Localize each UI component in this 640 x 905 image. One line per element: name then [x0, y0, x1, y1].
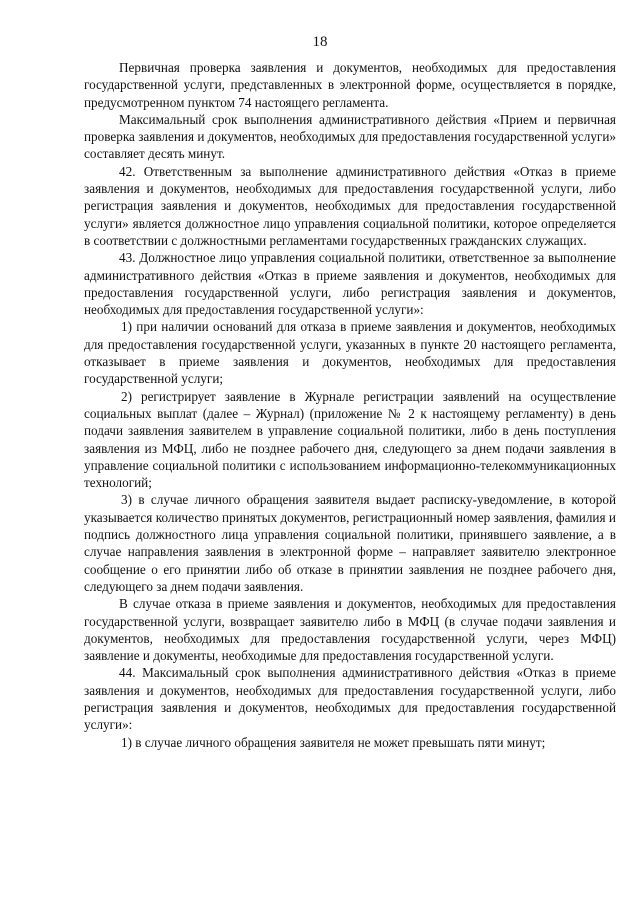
paragraph-initial-check: Первичная проверка заявления и документов, необходимых для предоставления государственной услуги, представленных в электронной форме, осуществляется в порядке, предусмотренном пунктом 74 настоящего регламента. [84, 60, 616, 110]
paragraph-43-item-3: 3) в случае личного обращения заявителя выдает расписку-уведомление, в которой указывается количество принятых документов, регистрационный номер заявления, фамилия и подпись должностного лица управления социальной политики, принявшего заявление, а в случае направления заявления в электронной форме – направляет заявителю электронное сообщение о его принятии либо об отказе в принятии заявления не позднее рабочего дня, следующего за днем подачи заявления. [84, 492, 616, 594]
paragraph-refusal-case: В случае отказа в приеме заявления и документов, необходимых для предоставления государственной услуги, возвращает заявителю либо в МФЦ (в случае подачи заявления и документов, необходимых для предоставления государственной услуги, через МФЦ) заявление и документы, необходимые для предоставления государственной услуги. [84, 596, 616, 664]
page-number: 18 [312, 34, 328, 50]
paragraph-43-item-2: 2) регистрирует заявление в Журнале регистрации заявлений на осуществление социальных выплат (далее – Журнал) (приложение № 2 к настоящему регламенту) в день подачи заявления заявителем в управление социальной политики, либо в день поступления заявления из МФЦ, либо не позднее рабочего дня, следующего за днем подачи заявления в управление социальной политики с использованием информационно-телекоммуникационных технологий; [84, 388, 616, 491]
paragraph-44-item-1: 1) в случае личного обращения заявителя не может превышать пяти минут; [121, 734, 546, 750]
document-body [84, 59, 616, 751]
paragraph-44-max-duration: 44. Максимальный срок выполнения административного действия «Отказ в приеме заявления и документов, необходимых для предоставления государственной услуги, либо регистрация заявления и документов, необходимых для предоставления государственной услуги»: [84, 665, 616, 733]
paragraph-43-official-duties: 43. Должностное лицо управления социальной политики, ответственное за выполнение административного действия «Отказ в приеме заявления и документов, необходимых для предоставления государственной услуги, либо регистрация заявления и документов, необходимых для предоставления государственной услуги»: [84, 250, 616, 318]
paragraph-42-responsible-person: 42. Ответственным за выполнение административного действия «Отказ в приеме заявления и документов, необходимых для предоставления государственной услуги, либо регистрация заявления и документов, необходимых для предоставления государственной услуги» является должностное лицо управления социальной политики, которое определяется в соответствии с должностными регламентами государственных гражданских служащих. [84, 163, 616, 248]
paragraph-43-item-1: 1) при наличии оснований для отказа в приеме заявления и документов, необходимых для предоставления государственной услуги, указанных в пункте 20 настоящего регламента, отказывает в приеме заявления и документов, необходимых для предоставления государственной услуги; [84, 319, 616, 387]
paragraph-max-duration-check: Максимальный срок выполнения административного действия «Прием и первичная проверка заявления и документов, необходимых для предоставления государственной услуги» составляет десять минут. [84, 111, 616, 162]
